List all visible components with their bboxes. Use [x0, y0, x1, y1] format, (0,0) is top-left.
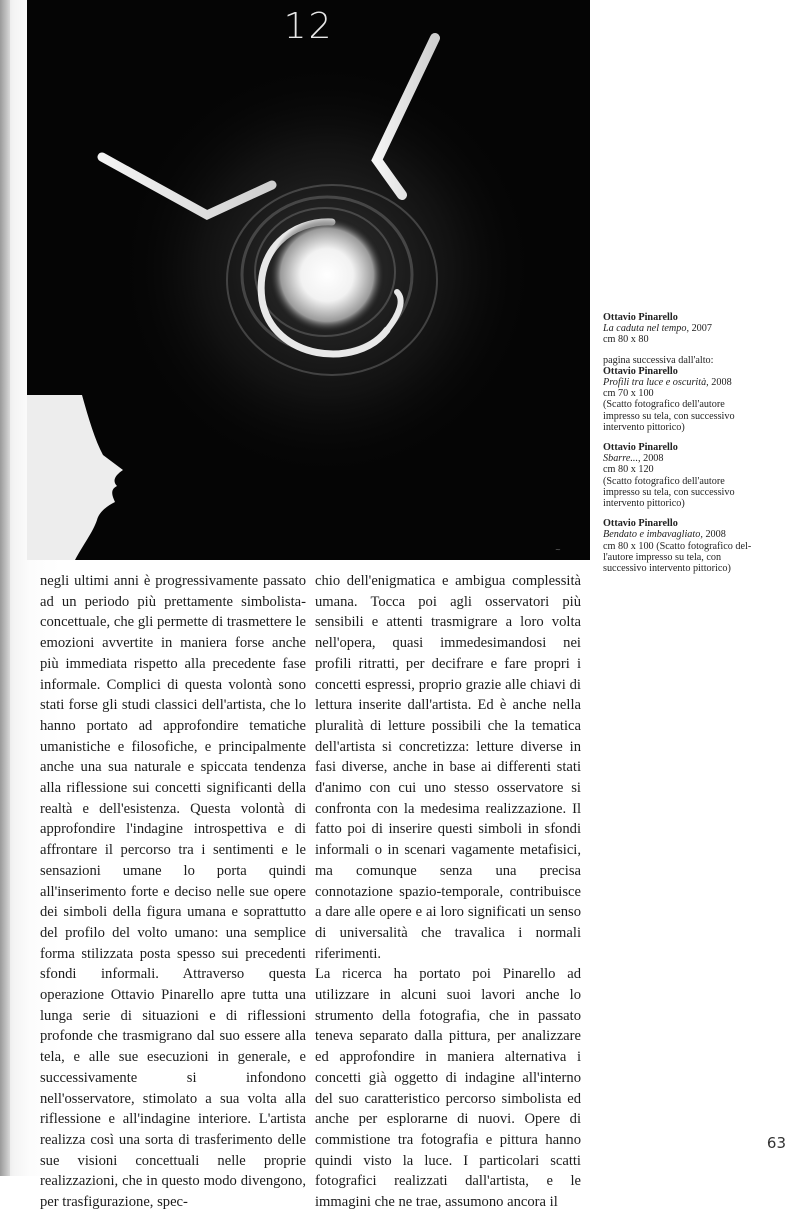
page-number: 63 [766, 1134, 786, 1152]
image-captions [603, 312, 793, 583]
painting-la-caduta-nel-tempo [27, 0, 590, 560]
caption-detail: impresso su tela, con successivo [603, 486, 735, 498]
caption-detail: intervento pittorico) [603, 498, 685, 510]
book-spine-shadow [0, 0, 10, 1176]
caption-title: Sbarre..., 2008 [603, 453, 664, 465]
caption-artist: Ottavio Pinarello [603, 312, 678, 323]
caption-4 [603, 518, 793, 574]
caption-artist: Ottavio Pinarello [603, 365, 678, 377]
caption-3 [603, 442, 793, 509]
caption-detail: cm 80 x 120 [603, 464, 654, 476]
caption-detail: successivo intervento pittorico) [603, 563, 731, 575]
body-column-left [40, 571, 306, 1213]
painting-canvas [27, 0, 590, 560]
caption-1 [603, 312, 793, 346]
caption-detail: (Scatto fotografico dell'autore [603, 475, 725, 487]
caption-artist: Ottavio Pinarello [603, 518, 678, 530]
caption-artist: Ottavio Pinarello [603, 442, 678, 454]
caption-detail: impresso su tela, con successivo [603, 410, 735, 422]
caption-detail: intervento pittorico) [603, 421, 685, 433]
caption-2 [603, 355, 793, 433]
caption-title: La caduta nel tempo, 2007 [603, 323, 712, 335]
caption-detail: l'autore impresso su tela, con [603, 551, 722, 563]
caption-detail: cm 80 x 80 [603, 334, 649, 346]
caption-title: Bendato e imbavagliato, 2008 [603, 529, 726, 541]
caption-title: Profili tra luce e oscurità, 2008 [603, 377, 732, 389]
body-paragraph: chio dell'enigmatica e ambigua complessità umana. Tocca poi agli osservatori più sensibili e attenti trasmigrare a loro volta nell'opera, quasi immedesimandosi nei profili ritratti, per decifrare e fare propri i concetti espressi, proprio grazie alle chiavi di lettura inserite dall'artista. Ed è anche nella pluralità di letture possibili che la tematica dell'artista si concretizza: letture diverse in fasi diverse, anche in base ai differenti stati d'animo con cui uno stesso osservatore si confronta con la medesima realizzazione. Il fatto poi di inserire questi simboli in sfondi informali o in scenari vagamente metafisici, ma comunque senza una precisa connotazione spazio-temporale, contribuisce a dare alle opere e ai loro significati un senso di universalità che travalica i normali riferimenti. [315, 573, 581, 962]
caption-detail: cm 80 x 100 (Scatto fotografico del- [603, 540, 752, 552]
caption-detail: (Scatto fotografico dell'autore [603, 399, 725, 411]
glowing-orb [269, 217, 385, 333]
body-paragraph: La ricerca ha portato poi Pinarello ad utilizzare in alcuni suoi lavori anche lo strumento della fotografia, che in passato teneva separato dalla pittura, per analizzare ed approfondire in maniera alternativa i concetti già oggetto di indagine all'interno del suo caratteristico percorso simbolista ed anche per esplorarne di nuovi. Opere di commistione tra fotografia e pittura hanno quindi visto la luce. I particolari scatti fotografici realizzati dall'artista, e le immagini che ne trae, assumono ancora il [315, 966, 581, 1211]
body-column-right [315, 571, 581, 1213]
caption-detail: cm 70 x 100 [603, 388, 654, 400]
body-paragraph: negli ultimi anni è progressivamente passato ad un periodo più prettamente simbolista-concettuale, che gli permette di trasmettere le emozioni avvertite in maniera forse anche più immediata rispetto alla precedente fase informale. Complici di questa volontà sono stati forse gli studi classici dell'artista, che lo hanno portato ad approfondire tematiche umanistiche e filosofiche, e principalmente anche una sua naturale e spiccata tendenza alla riflessione sui concetti significanti della realtà e dell'esistenza. Questa volontà di approfondire l'indagine introspettiva e di affrontare il percorso tra i sentimenti e le sensazioni umane lo porta quindi all'inserimento forte e deciso nelle sue opere dei simboli della figura umana e soprattutto del profilo del volto umano: una semplice forma stilizzata posta spesso sui precedenti sfondi informali. Attraverso questa operazione Ottavio Pinarello apre tutta una lunga serie di situazioni e di riflessioni profonde che trasmigrano dal suo essere alla tela, e alle sue esecuzioni in generale, e successivamente si infondono nell'osservatore, stimolato a sua volta alla riflessione e all'indagine interiore. L'artista realizza così una sorta di trasferimento delle sue visioni concettuali nelle proprie realizzazioni, che in questo modo divengono, per trasfigurazione, spec- [40, 573, 306, 1211]
caption-intro: pagina successiva dall'alto: [603, 354, 714, 366]
artwork-overlay-number: 12 [283, 6, 334, 47]
artist-signature: ~ [555, 546, 561, 554]
